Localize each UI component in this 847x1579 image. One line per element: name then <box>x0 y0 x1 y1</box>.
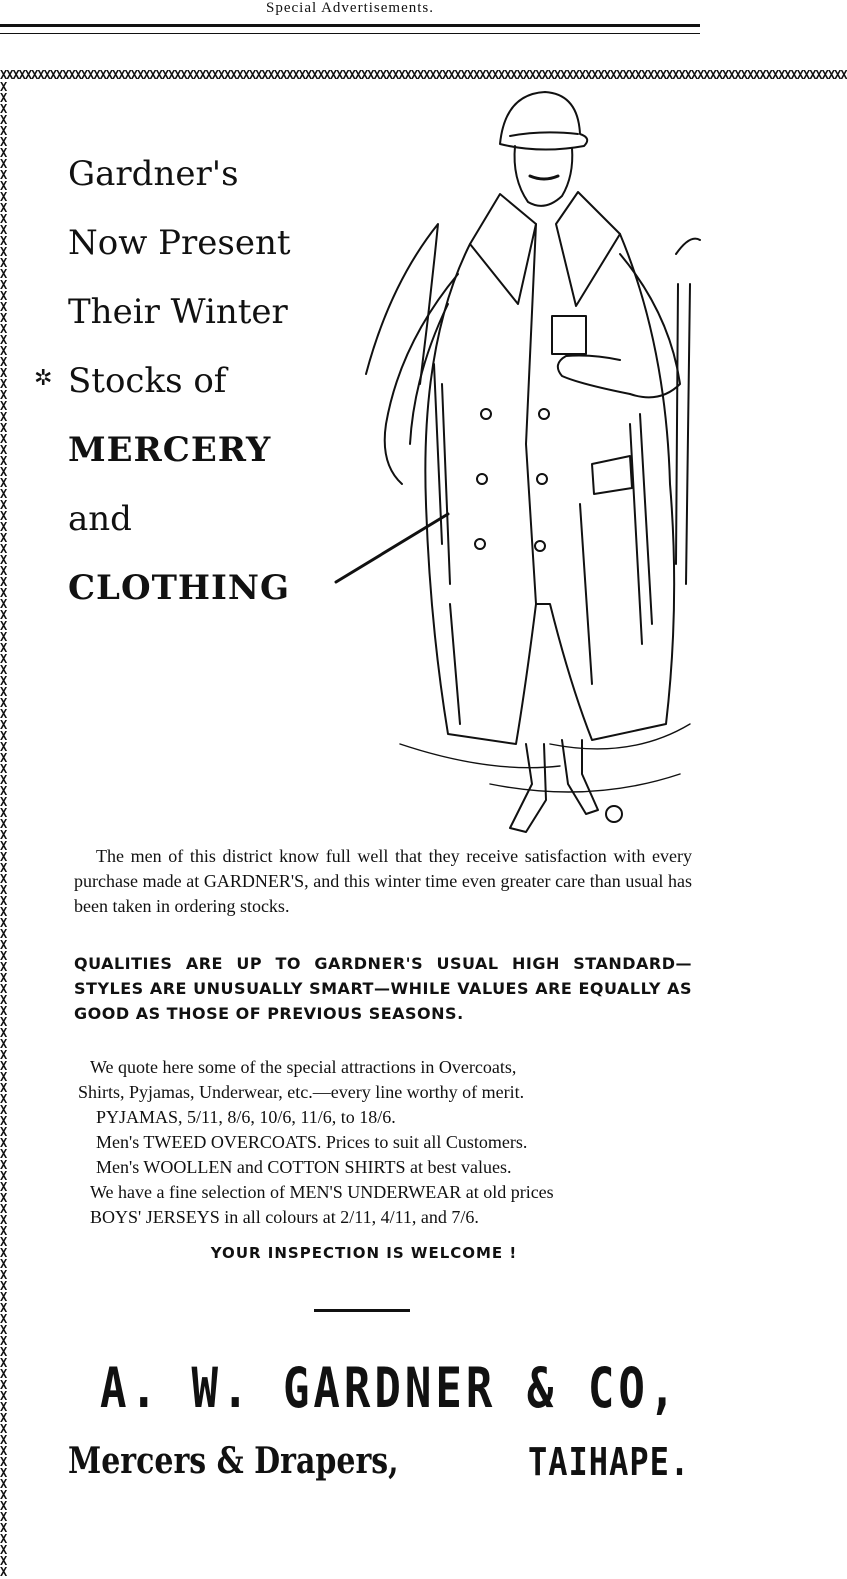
item-underwear: We have a fine selection of MEN'S UNDERWEAR at old prices <box>90 1182 554 1202</box>
decorative-border-left: XXXXXXXXXXXXXXXXXXXXXXXXXXXXXXXXXXXXXXXXXXXXXXXXXXXXXXXXXXXXXXXXXXXXXXXXXXXXXXXXXXXXXXXXXXXXXXXXXXXXXXXXXXXXXXXXXXXXXXXXXXXXXXXXXXXXXXXX <box>0 80 8 1579</box>
headline-line-gardners: Gardner's <box>68 154 239 194</box>
inspection-notice: YOUR INSPECTION IS WELCOME ! <box>210 1244 518 1262</box>
headline-stack <box>68 140 338 623</box>
section-header: Special Advertisements. <box>266 0 434 16</box>
item-boys-jerseys: BOYS' JERSEYS in all colours at 2/11, 4/11, and 7/6. <box>90 1207 479 1227</box>
decorative-border-top: XXXXXXXXXXXXXXXXXXXXXXXXXXXXXXXXXXXXXXXXXXXXXXXXXXXXXXXXXXXXXXXXXXXXXXXXXXXXXXXXXXXXXXXXXXXXXXXXXXXXXXXXXXXXXXXXXXXXXXXXXXXXXXXXXXXXXXXX <box>0 68 847 82</box>
headline-line-mercery: MERCERY <box>68 430 272 470</box>
headline-line-their-winter: Their Winter <box>68 292 288 332</box>
trade-description: Mercers & Drapers, <box>68 1440 399 1483</box>
quote-line-2: Shirts, Pyjamas, Underwear, etc.—every line worthy of merit. <box>78 1082 525 1102</box>
qualities-paragraph: QUALITIES ARE UP TO GARDNER'S USUAL HIGH STANDARD—STYLES ARE UNUSUALLY SMART—WHILE VALUES ARE EQUALLY AS GOOD AS THOSE OF PREVIOUS SEASONS. <box>74 954 692 1023</box>
firm-name: A. W. GARDNER & CO, <box>100 1357 680 1421</box>
town-name: TAIHAPE. <box>528 1439 691 1485</box>
header-rule-thick <box>0 24 700 27</box>
headline-line-now-present: Now Present <box>68 223 291 263</box>
overcoat-man-illustration <box>330 84 700 844</box>
headline-line-stocks-of: Stocks of <box>68 361 227 401</box>
headline-line-and: and <box>68 499 132 539</box>
quote-line-1: We quote here some of the special attractions in Overcoats, <box>90 1057 517 1077</box>
headline-line-clothing: CLOTHING <box>68 568 291 608</box>
header-rule-thin <box>0 33 700 34</box>
divider-rule <box>314 1309 410 1312</box>
special-attractions-list <box>78 1055 692 1230</box>
star-mark-icon: ✲ <box>34 366 53 391</box>
item-pyjamas: PYJAMAS, 5/11, 8/6, 10/6, 11/6, to 18/6. <box>96 1107 396 1127</box>
item-tweed-overcoats: Men's TWEED OVERCOATS. Prices to suit all Customers. <box>96 1132 528 1152</box>
intro-paragraph: The men of this district know full well that they receive satisfaction with every purchase made at GARDNER'S, and this winter time even greater care than usual has been taken in ordering stocks. <box>74 846 692 916</box>
item-shirts: Men's WOOLLEN and COTTON SHIRTS at best values. <box>96 1157 512 1177</box>
